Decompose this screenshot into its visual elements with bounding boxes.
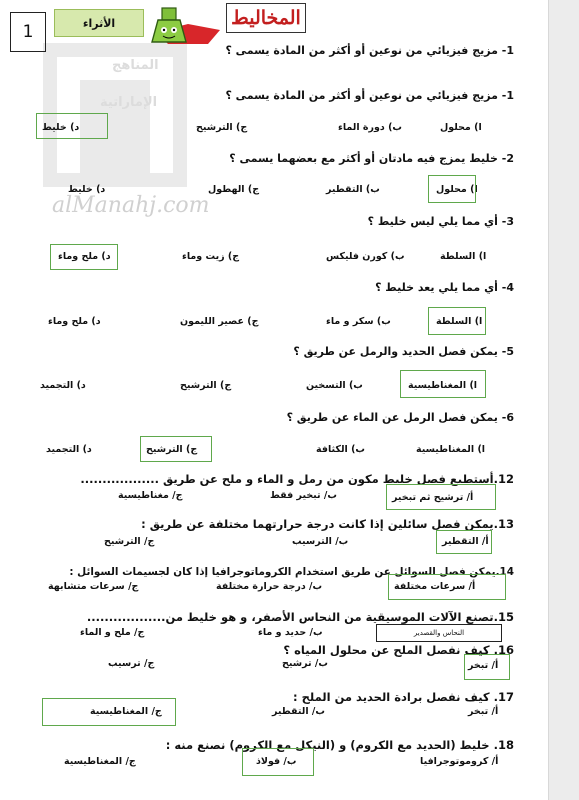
q6-option-b[interactable]: ب) الكثافة	[316, 444, 365, 455]
right-margin-bar	[548, 0, 579, 800]
q1-answer-highlight	[36, 113, 108, 139]
q12-answer-highlight	[386, 484, 496, 510]
q12-option-c[interactable]: ج/ مغناطيسية	[118, 490, 183, 501]
q4-option-a[interactable]: ا) السلطة	[436, 316, 483, 327]
q13-option-c[interactable]: ج/ الترشيح	[104, 536, 155, 547]
q4-option-d[interactable]: د) ملح وماء	[48, 316, 101, 327]
q5-option-b[interactable]: ب) التسخين	[306, 380, 363, 391]
question-12-text: 12.أستطيع فصل خليط مكون من رمل و الماء و ملح عن طريق ..................	[80, 472, 514, 486]
page-title: المخاليط	[226, 3, 306, 33]
q2-option-b[interactable]: ب) التقطير	[326, 184, 380, 195]
q14-answer-highlight	[388, 574, 506, 600]
q4-option-b[interactable]: ب) سكر و ماء	[326, 316, 391, 327]
q14-option-a[interactable]: أ/ سرعات مختلفة	[394, 581, 476, 592]
q16-option-a[interactable]: أ/ تبخر	[468, 660, 499, 671]
question-13-text: 13.يمكن فصل سائلين إذا كانت درجة حرارتهما مختلفة عن طريق :	[141, 517, 514, 531]
q4-option-c[interactable]: ج) عصير الليمون	[180, 316, 259, 327]
q2-answer-highlight	[428, 175, 476, 203]
q2-option-c[interactable]: ج) الهطول	[208, 184, 260, 195]
q5-option-c[interactable]: ج) الترشيح	[180, 380, 232, 391]
q1-option-b[interactable]: ب) دورة الماء	[338, 122, 402, 133]
q17-option-a[interactable]: أ/ تبخر	[468, 706, 499, 717]
question-18-text: 18. خليط (الحديد مع الكروم) و (النيكل مع الكروم) نصنع منه :	[165, 738, 514, 752]
question-6-text: 6- يمكن فصل الرمل عن الماء عن طريق ؟	[286, 411, 514, 424]
q13-answer-highlight	[436, 530, 492, 554]
question-14-text: 14.يمكن فصل السوائل عن طريق استخدام الكروماتوجرافيا إذا كان لجسيمات السوائل :	[69, 566, 514, 578]
q1-option-d[interactable]: د) خليط	[42, 122, 80, 133]
q4-answer-highlight	[428, 307, 486, 335]
enrichment-tag: الأثراء	[54, 9, 144, 37]
q17-answer-highlight	[42, 698, 176, 726]
q3-option-d[interactable]: د) ملح وماء	[58, 251, 111, 262]
watermark-line2: الإماراتية	[100, 95, 158, 110]
question-1-text: 1- مزيج فيزيائي من نوعين أو أكثر من المادة يسمى ؟	[225, 89, 514, 102]
q3-answer-highlight	[50, 244, 118, 270]
q16-option-b[interactable]: ب/ ترشيح	[282, 658, 328, 669]
q15-option-a[interactable]: النحاس والقصدير	[376, 624, 502, 642]
q2-option-d[interactable]: د) خليط	[68, 184, 106, 195]
q1-option-c[interactable]: ج) الترشيح	[196, 122, 248, 133]
q3-option-a[interactable]: ا) السلطة	[440, 251, 487, 262]
q18-option-a[interactable]: أ/ كروموتوجرافيا	[420, 756, 499, 767]
q2-option-a[interactable]: ا) محلول	[436, 184, 478, 195]
q3-option-c[interactable]: ج) زيت وماء	[182, 251, 240, 262]
q6-option-c[interactable]: ج) الترشيح	[146, 444, 198, 455]
q17-option-c[interactable]: ج/ المغناطيسية	[90, 706, 162, 717]
flask-mascot-icon	[148, 4, 226, 48]
page-number: 1	[10, 12, 46, 52]
q13-option-b[interactable]: ب/ الترسيب	[292, 536, 349, 547]
q13-option-a[interactable]: أ/ التقطير	[442, 536, 489, 547]
q18-option-b[interactable]: ب/ فولاذ	[256, 756, 297, 767]
question-5-text: 5- يمكن فصل الحديد والرمل عن طريق ؟	[293, 345, 514, 358]
q17-option-b[interactable]: ب/ التقطير	[272, 706, 325, 717]
q5-option-d[interactable]: د) التجميد	[40, 380, 86, 391]
q12-option-b[interactable]: ب/ تبخير فقط	[270, 490, 337, 501]
question-3-text: 3- أي مما يلي ليس خليط ؟	[367, 215, 514, 228]
question-17-text: 17. كيف نفصل برادة الحديد من الملح :	[293, 690, 514, 704]
q3-option-b[interactable]: ب) كورن فليكس	[326, 251, 405, 262]
q14-option-b[interactable]: ب/ درجة حرارة مختلفة	[216, 581, 323, 592]
watermark-url: alManahj.com	[52, 193, 210, 218]
question-0-text: 1- مزيج فيزيائي من نوعين أو أكثر من المادة يسمى ؟	[225, 44, 514, 57]
q6-answer-highlight	[140, 436, 212, 462]
q18-option-c[interactable]: ج/ المغناطيسية	[64, 756, 136, 767]
question-4-text: 4- أي مما يلي يعد خليط ؟	[375, 281, 514, 294]
watermark-line1: المناهج	[112, 58, 159, 73]
q18-answer-highlight	[242, 748, 314, 776]
question-16-text: 16. كيف نفصل الملح عن محلول المياه ؟	[283, 643, 514, 657]
q6-option-a[interactable]: ا) المغناطيسية	[416, 444, 486, 455]
question-2-text: 2- خليط يمزج فيه مادتان أو أكثر مع بعضهما يسمى ؟	[229, 152, 514, 165]
q6-option-d[interactable]: د) التجميد	[46, 444, 92, 455]
q15-option-b[interactable]: ب/ حديد و ماء	[258, 627, 323, 638]
q16-option-c[interactable]: ج/ ترسيب	[108, 658, 155, 669]
q16-answer-highlight	[464, 654, 510, 680]
q15-option-c[interactable]: ج/ ملح و الماء	[80, 627, 145, 638]
q5-option-a[interactable]: ا) المغناطيسية	[408, 380, 478, 391]
question-15-text: 15.تصنع الآلات الموسيقية من النحاس الأصفر، و هو خليط من..................	[86, 610, 514, 624]
q14-option-c[interactable]: ج/ سرعات متشابهة	[48, 581, 139, 592]
q5-answer-highlight	[400, 370, 486, 398]
q12-option-a[interactable]: أ/ ترشيح ثم تبخير	[392, 492, 474, 503]
q1-option-a[interactable]: ا) محلول	[440, 122, 482, 133]
